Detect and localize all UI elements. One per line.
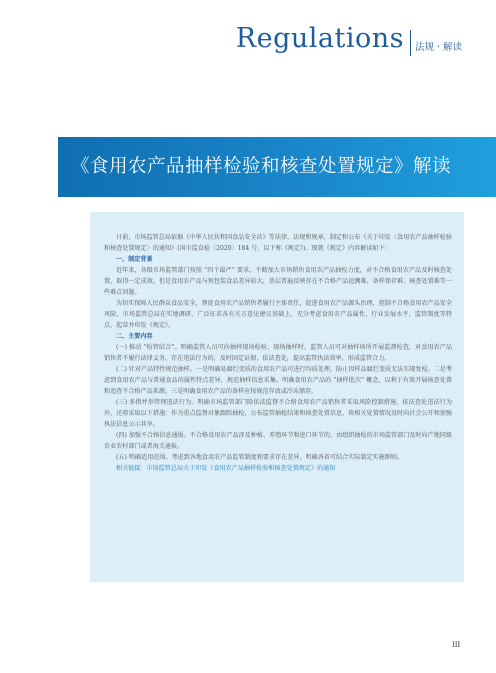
section-heading: 二、主要内容 [116, 333, 153, 340]
body-paragraph: (五) 明确适用范围。考虑到各地食用农产品监管制度和要求存在差异，明确各省可结合实际制定实施细则。 [116, 454, 404, 461]
header-divider [410, 30, 411, 56]
body-paragraph: (二) 针对产品特性规范抽样。一是明确易腐烂变质的食用农产品可进行均质处理，防止因样品腐烂变质无法实现复检。二是考虑到食用农产品与普通食品的属性特点差异，规范抽样信息采集，明确食用农产品的 “抽样批次” 概念，以利于有效开展核查处置和追查不合格产品来源。三是明确食用农产品的备样应按规范存放或冷冻储存。 [104, 366, 452, 395]
section-label: 法规 · 解读 [415, 42, 463, 53]
intro-paragraph: 日前，市场监管总局依据《中华人民共和国食品安全法》等法律、法规和规章，制定和公布《关于印发〈食用农产品抽样检验和核查处置规定〉的通知》(国市监食检〔2020〕184 号，以下称《规定》)。现就《规定》内容解读如下： [104, 234, 452, 252]
related-link[interactable]: 相关链接：市场监管总局关于印发《食用农产品抽样检验和核查处置规定》的通知 [116, 465, 336, 472]
article-title-banner [58, 137, 496, 197]
magazine-section-title: Regulations [235, 23, 404, 54]
section-heading: 一、制定背景 [116, 256, 153, 263]
page-number: III [452, 641, 461, 649]
article-body [104, 232, 452, 474]
article-title: 《食用农产品抽样检验和核查处置规定》解读 [71, 156, 452, 177]
body-paragraph: (三) 多措并举管理违法行为。明确市场监管部门除依法监督不合格食用农产品销售者采取风险控制措施，依法查处违法行为外，还将采取以下措施：作为重点监督对象跟踪抽检，公布监管抽检结果和核查处置信息，将相关处置情况及时向社会公开和加强执法信息公示共享。 [104, 399, 452, 428]
body-paragraph: (一) 推动 “检管结合”。明确监管人员可向抽样现场检验、现场抽样时，监管人员可对抽样场所开展监督检查，对食用农产品销售者不履行法律义务、存在违法行为的，及时固定证据，依法查处，提高监管执法效率，形成监管合力。 [104, 344, 452, 362]
page-header [0, 20, 496, 70]
body-paragraph: 为切实保障人民群众食品安全，督促食用农产品销售者履行主体责任，促进食用农产品源头治理，控制不合格食用农产品安全风险，市场监管总局在实地调研、广泛征求各有关方意见建议基础上，充分考虑食用农产品属性、行业发展水平、监管制度等特点，起草并印发《规定》。 [104, 300, 452, 329]
body-paragraph: (四) 加强不合格信息通报。不合格食用农产品涉及种植、养殖环节和进口环节的，由组织抽检的市场监管部门及时向产地同级农业农村部门或者海关通报。 [104, 432, 452, 450]
body-paragraph: 近年来，各级市场监管部门按照 “四个最严” 要求，不断加大市场销售食用农产品抽检力度，对不合格食用农产品及时核查处置，取得一定成效。但是食用农产品与预包装食品差异较大，基层普遍反映存在不合格产品追溯难、备样保存难、核查处置难等一些难点问题。 [104, 267, 452, 296]
